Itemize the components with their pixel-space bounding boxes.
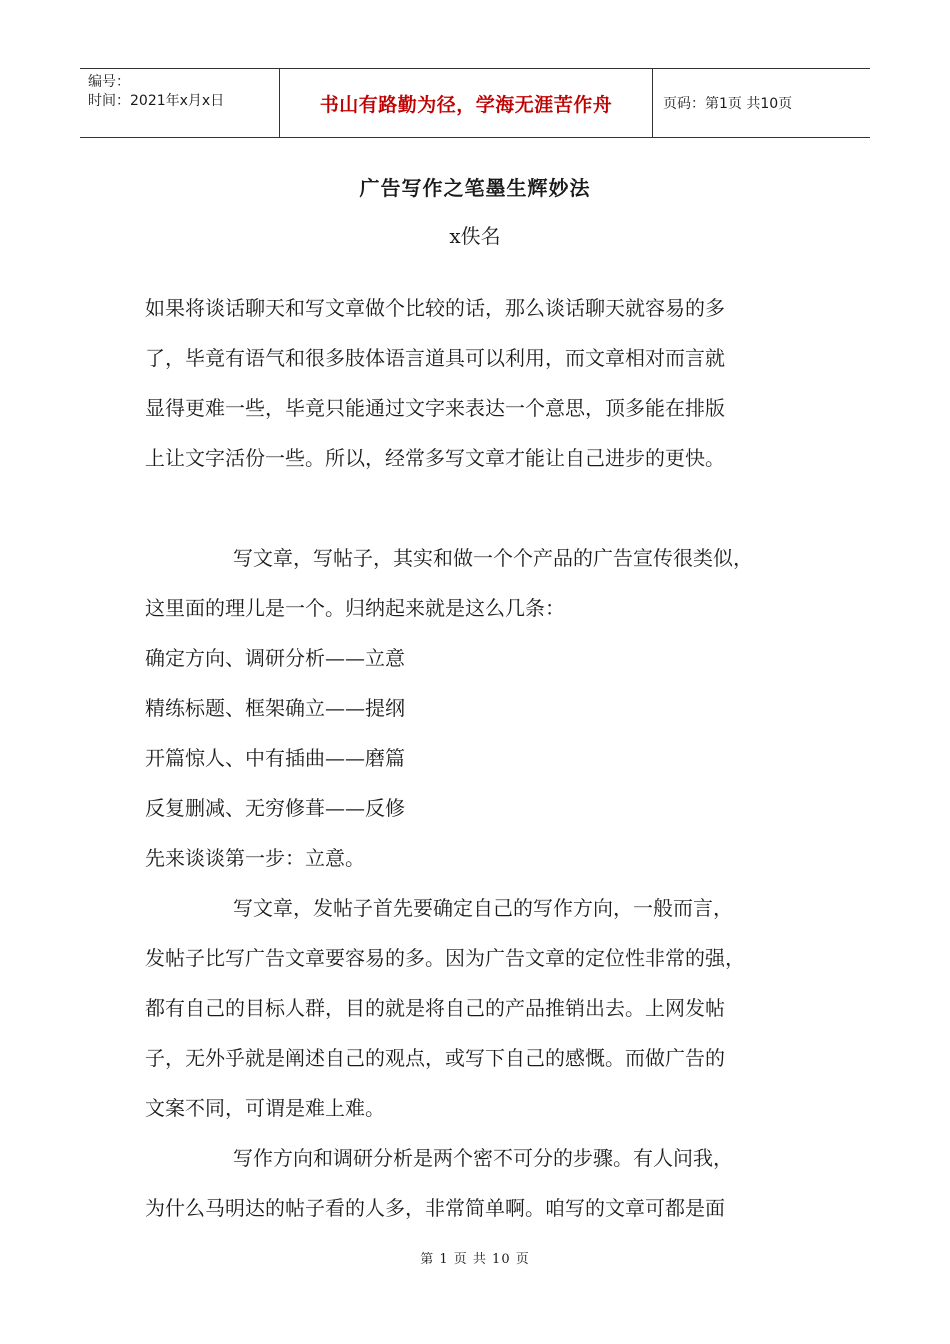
body-line: 这里面的理儿是一个。归纳起来就是这么几条：	[145, 596, 565, 620]
body-line: 写作方向和调研分析是两个密不可分的步骤。有人问我，	[233, 1146, 733, 1170]
number-label: 编号：	[88, 74, 130, 90]
header-meta	[80, 69, 280, 137]
step-item: 先来谈谈第一步：立意。	[145, 846, 365, 870]
page-footer: 第 1 页 共 10 页	[420, 1252, 530, 1267]
step-item: 反复删减、无穷修葺——反修	[145, 796, 405, 820]
document-title: 广告写作之笔墨生辉妙法	[359, 176, 591, 200]
header-motto: 书山有路勤为径，学海无涯苦作舟	[280, 69, 653, 137]
step-item: 开篇惊人、中有插曲——磨篇	[145, 746, 405, 770]
paragraph-gap	[145, 483, 815, 533]
body-line: 为什么马明达的帖子看的人多，非常简单啊。咱写的文章可都是面	[145, 1196, 725, 1220]
body-line: 了，毕竟有语气和很多肢体语言道具可以利用，而文章相对而言就	[145, 346, 725, 370]
header-page-info: 页码：第1页 共10页	[663, 96, 793, 112]
time-label: 时间：2021年x月x日	[88, 93, 225, 109]
body-line: 子，无外乎就是阐述自己的观点，或写下自己的感慨。而做广告的	[145, 1046, 725, 1070]
body-line: 如果将谈话聊天和写文章做个比较的话，那么谈话聊天就容易的多	[145, 296, 725, 320]
body-line: 发帖子比写广告文章要容易的多。因为广告文章的定位性非常的强，	[145, 946, 745, 970]
body-line: 上让文字活份一些。所以，经常多写文章才能让自己进步的更快。	[145, 446, 725, 470]
body-line: 文案不同，可谓是难上难。	[145, 1096, 385, 1120]
step-item: 精练标题、框架确立——提纲	[145, 696, 405, 720]
step-item: 确定方向、调研分析——立意	[145, 646, 405, 670]
document-body	[145, 283, 815, 1233]
document-author: x佚名	[449, 224, 501, 248]
body-line: 显得更难一些，毕竟只能通过文字来表达一个意思，顶多能在排版	[145, 396, 725, 420]
body-line: 都有自己的目标人群，目的就是将自己的产品推销出去。上网发帖	[145, 996, 725, 1020]
body-line: 写文章，发帖子首先要确定自己的写作方向，一般而言，	[233, 896, 733, 920]
body-line: 写文章，写帖子，其实和做一个个产品的广告宣传很类似，	[233, 546, 753, 570]
page-header	[80, 68, 870, 138]
